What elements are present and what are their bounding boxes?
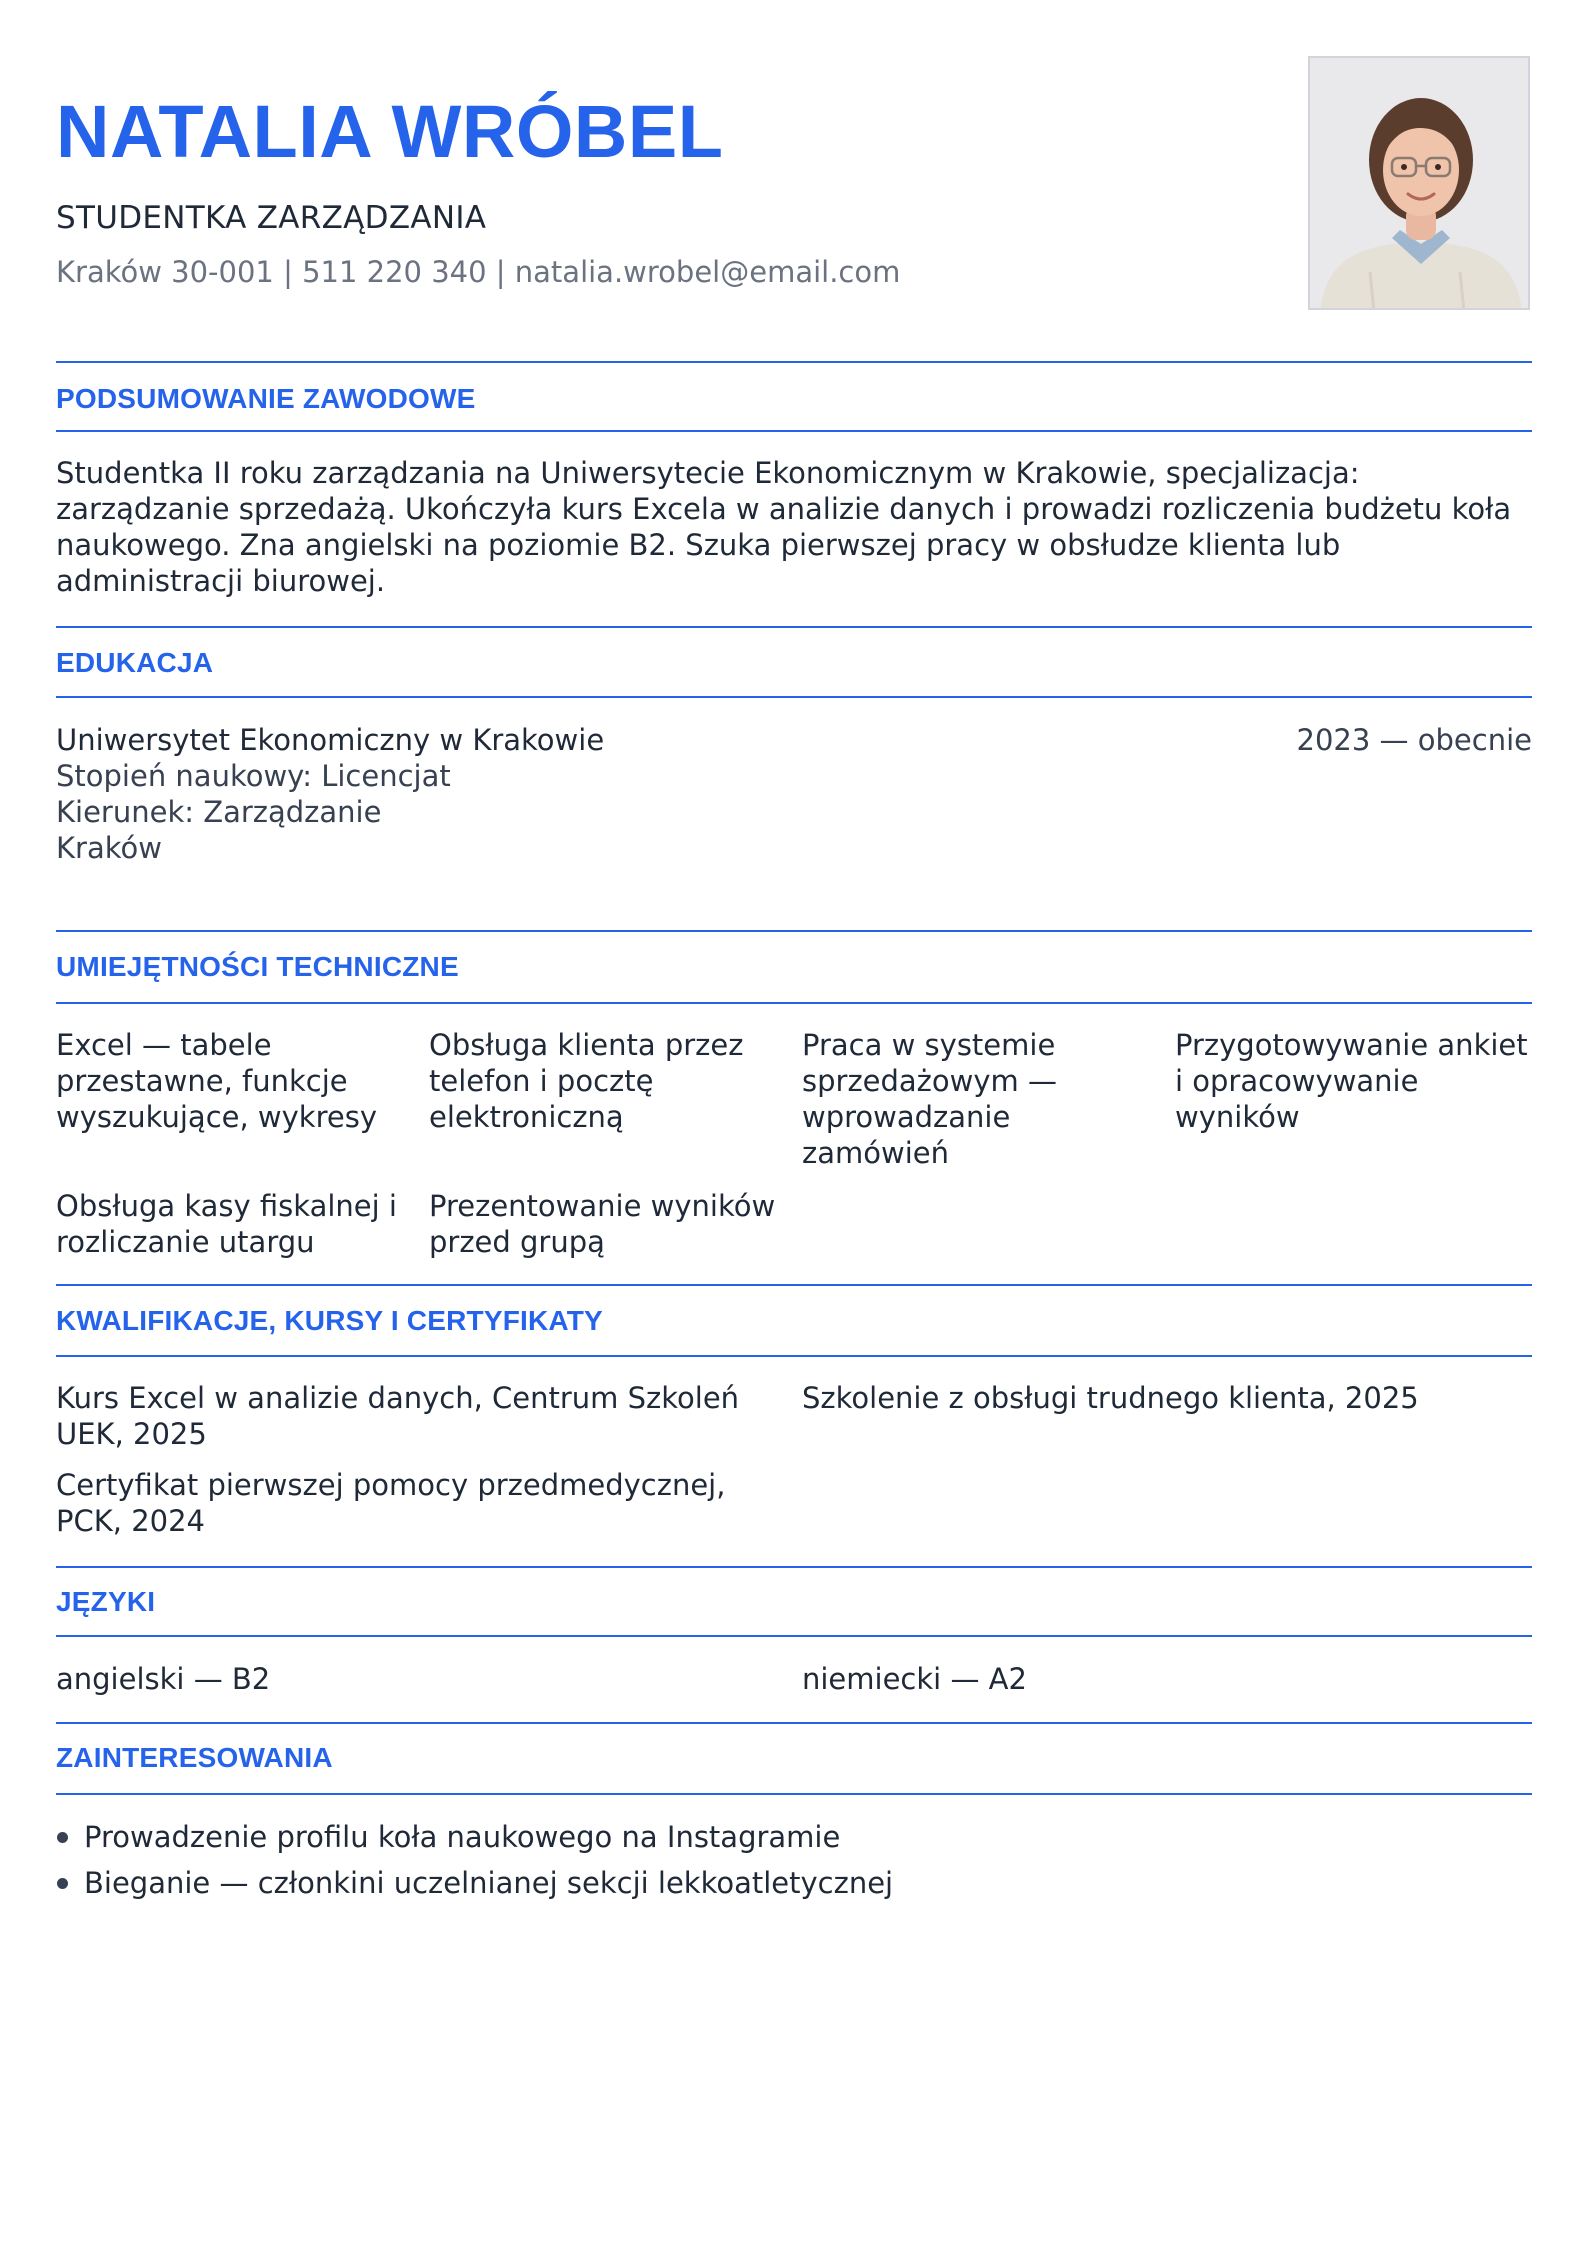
skill-item bbox=[1175, 1027, 1545, 1135]
certificate-item bbox=[802, 1380, 1419, 1416]
interest-item bbox=[56, 1819, 840, 1855]
section-title-education: EDUKACJA bbox=[56, 647, 214, 678]
section-title-summary: PODSUMOWANIE ZAWODOWE bbox=[56, 383, 476, 414]
skill-item bbox=[56, 1188, 416, 1260]
divider bbox=[56, 1793, 1532, 1795]
divider bbox=[56, 1722, 1532, 1724]
language-item: niemiecki — A2 bbox=[802, 1662, 1027, 1696]
field-of-study: Kierunek: Zarządzanie bbox=[56, 795, 382, 829]
contact-line: Kraków 30-001 | 511 220 340 | natalia.wrobel@email.com bbox=[56, 255, 901, 289]
profile-photo bbox=[1308, 56, 1530, 310]
section-title-interests: ZAINTERESOWANIA bbox=[56, 1742, 333, 1773]
skill-line: przestawne, funkcje bbox=[56, 1064, 348, 1098]
summary-line: naukowego. Zna angielski na poziomie B2. Szuka pierwszej pracy w obsłudze klienta lub bbox=[56, 528, 1341, 562]
skill-line: wyszukujące, wykresy bbox=[56, 1100, 377, 1134]
divider bbox=[56, 930, 1532, 932]
divider bbox=[56, 361, 1532, 363]
divider bbox=[56, 430, 1532, 432]
skill-line: zamówień bbox=[802, 1136, 949, 1170]
divider bbox=[56, 1002, 1532, 1004]
certificate-line: Szkolenie z obsługi trudnego klienta, 2025 bbox=[802, 1381, 1419, 1415]
skill-line: elektroniczną bbox=[429, 1100, 624, 1134]
candidate-name: NATALIA WRÓBEL bbox=[56, 90, 724, 173]
certificate-item bbox=[56, 1380, 739, 1452]
section-title-certificates: KWALIFIKACJE, KURSY I CERTYFIKATY bbox=[56, 1305, 603, 1336]
skill-item bbox=[429, 1188, 789, 1260]
candidate-role: STUDENTKA ZARZĄDZANIA bbox=[56, 200, 487, 236]
education-dates: 2023 — obecnie bbox=[1296, 723, 1532, 757]
skill-line: Praca w systemie bbox=[802, 1028, 1056, 1062]
skill-line: Excel — tabele bbox=[56, 1028, 272, 1062]
section-title-languages: JĘZYKI bbox=[56, 1586, 156, 1617]
skill-line: telefon i pocztę bbox=[429, 1064, 654, 1098]
divider bbox=[56, 626, 1532, 628]
interest-item bbox=[56, 1865, 893, 1901]
skill-line: Prezentowanie wyników bbox=[429, 1189, 776, 1223]
skill-line: wyników bbox=[1175, 1100, 1300, 1134]
divider bbox=[56, 1566, 1532, 1568]
bullet-icon bbox=[57, 1832, 68, 1843]
summary-line: administracji biurowej. bbox=[56, 564, 386, 598]
school-name: Uniwersytet Ekonomiczny w Krakowie bbox=[56, 723, 605, 757]
section-title-skills: UMIEJĘTNOŚCI TECHNICZNE bbox=[56, 951, 459, 982]
skill-line: wprowadzanie bbox=[802, 1100, 1011, 1134]
divider bbox=[56, 1284, 1532, 1286]
skill-line: i opracowywanie bbox=[1175, 1064, 1419, 1098]
certificate-line: Kurs Excel w analizie danych, Centrum Szkoleń bbox=[56, 1381, 740, 1415]
skill-item bbox=[429, 1027, 789, 1135]
summary-text bbox=[56, 455, 1532, 599]
skill-line: sprzedażowym — bbox=[802, 1064, 1057, 1098]
degree: Stopień naukowy: Licencjat bbox=[56, 759, 451, 793]
certificate-item bbox=[56, 1467, 725, 1539]
school-city: Kraków bbox=[56, 831, 162, 865]
divider bbox=[56, 1635, 1532, 1637]
education-entry bbox=[56, 722, 604, 866]
certificate-line: UEK, 2025 bbox=[56, 1417, 207, 1451]
certificate-line: Certyfikat pierwszej pomocy przedmedycznej, bbox=[56, 1468, 726, 1502]
skill-line: Przygotowywanie ankiet bbox=[1175, 1028, 1528, 1062]
divider bbox=[56, 696, 1532, 698]
summary-line: zarządzanie sprzedażą. Ukończyła kurs Excela w analizie danych i prowadzi rozliczenia budżetu koła bbox=[56, 492, 1512, 526]
skill-line: przed grupą bbox=[429, 1225, 605, 1259]
skill-item bbox=[56, 1027, 416, 1135]
summary-line: Studentka II roku zarządzania na Uniwersytecie Ekonomicznym w Krakowie, specjalizacja: bbox=[56, 456, 1360, 490]
certificate-line: PCK, 2024 bbox=[56, 1504, 205, 1538]
skill-line: Obsługa klienta przez bbox=[429, 1028, 744, 1062]
divider bbox=[56, 1355, 1532, 1357]
interest-text: Bieganie — członkini uczelnianej sekcji lekkoatletycznej bbox=[84, 1866, 894, 1900]
skill-item bbox=[802, 1027, 1162, 1171]
bullet-icon bbox=[57, 1878, 68, 1889]
skill-line: rozliczanie utargu bbox=[56, 1225, 315, 1259]
skill-line: Obsługa kasy fiskalnej i bbox=[56, 1189, 397, 1223]
interest-text: Prowadzenie profilu koła naukowego na Instagramie bbox=[84, 1820, 841, 1854]
language-item: angielski — B2 bbox=[56, 1662, 271, 1696]
